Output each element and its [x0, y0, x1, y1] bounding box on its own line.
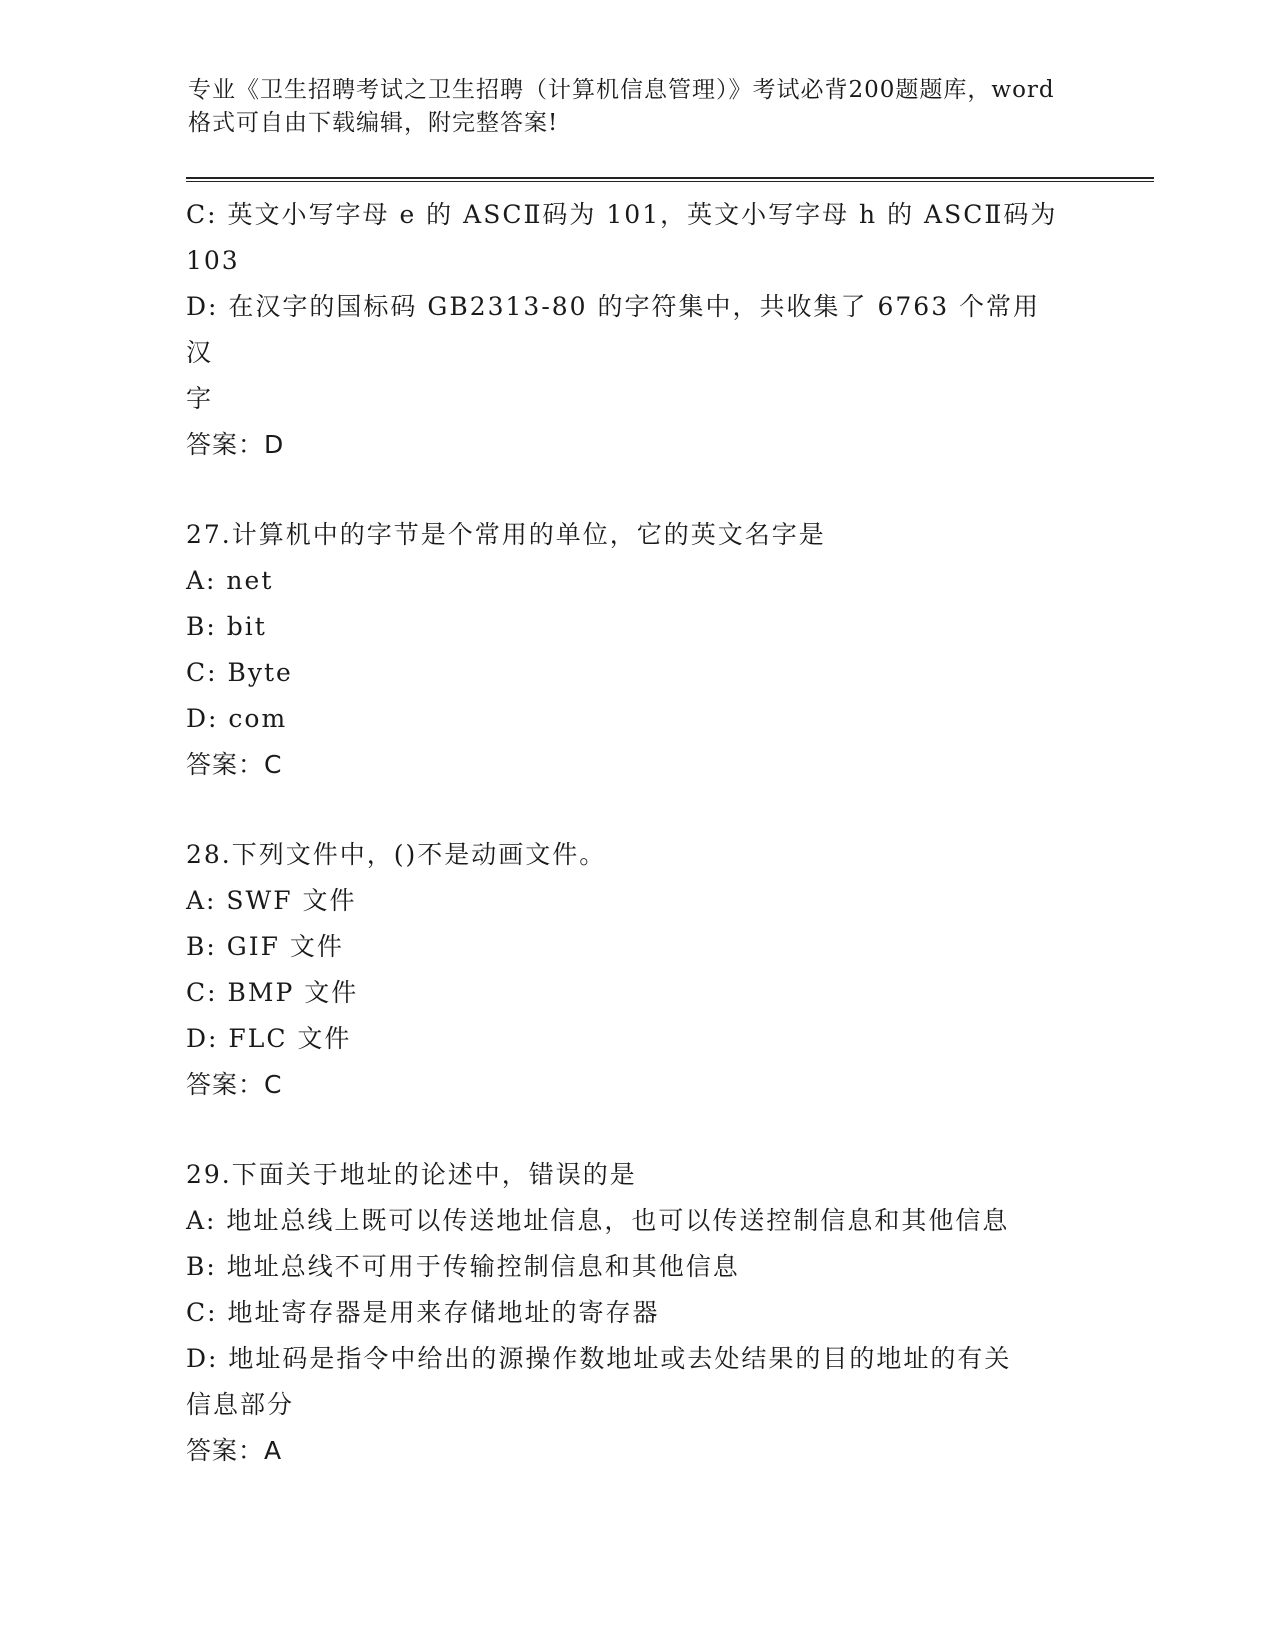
answer-line: 答案：C: [186, 1070, 283, 1099]
option-c: C: Byte: [186, 658, 293, 687]
answer-line: 答案：D: [186, 430, 285, 459]
question-26-continuation: [186, 192, 1066, 468]
option-d: D: FLC 文件: [186, 1024, 352, 1053]
option-d: D: 在汉字的国标码 GB2313-80 的字符集中，共收集了 6763 个常用汉: [186, 292, 1041, 367]
option-c-wrap: 103: [186, 246, 240, 275]
option-b: B: GIF 文件: [186, 932, 344, 961]
question-stem: 27.计算机中的字节是个常用的单位，它的英文名字是: [186, 520, 826, 549]
spacer: [186, 788, 1066, 832]
header-divider: [186, 177, 1154, 182]
spacer: [186, 1108, 1066, 1152]
option-c: C: 英文小写字母 e 的 ASCⅡ码为 101，英文小写字母 h 的 ASCⅡ码为: [186, 200, 1058, 229]
header-line-1: 专业《卫生招聘考试之卫生招聘（计算机信息管理）》考试必背200题题库，word: [188, 77, 1055, 103]
answer-line: 答案：A: [186, 1436, 283, 1465]
option-d-wrap: 字: [186, 384, 214, 413]
option-c: C: BMP 文件: [186, 978, 359, 1007]
question-stem: 29.下面关于地址的论述中，错误的是: [186, 1160, 637, 1189]
question-list: [186, 192, 1066, 1474]
option-a: A: net: [186, 566, 274, 595]
option-d: D: 地址码是指令中给出的源操作数地址或去处结果的目的地址的有关: [186, 1344, 1012, 1373]
header-line-2: 格式可自由下载编辑，附完整答案!: [188, 110, 559, 136]
option-b: B: 地址总线不可用于传输控制信息和其他信息: [186, 1252, 740, 1281]
page-header: [188, 74, 1088, 140]
option-d-wrap: 信息部分: [186, 1390, 295, 1419]
answer-line: 答案：C: [186, 750, 283, 779]
question-27: [186, 512, 1066, 788]
question-stem: 28.下列文件中，()不是动画文件。: [186, 840, 607, 869]
spacer: [186, 468, 1066, 512]
option-c: C: 地址寄存器是用来存储地址的寄存器: [186, 1298, 660, 1327]
option-b: B: bit: [186, 612, 267, 641]
option-a: A: SWF 文件: [186, 886, 357, 915]
option-d: D: com: [186, 704, 288, 733]
question-29: [186, 1152, 1066, 1474]
option-a: A: 地址总线上既可以传送地址信息，也可以传送控制信息和其他信息: [186, 1206, 1010, 1235]
question-28: [186, 832, 1066, 1108]
